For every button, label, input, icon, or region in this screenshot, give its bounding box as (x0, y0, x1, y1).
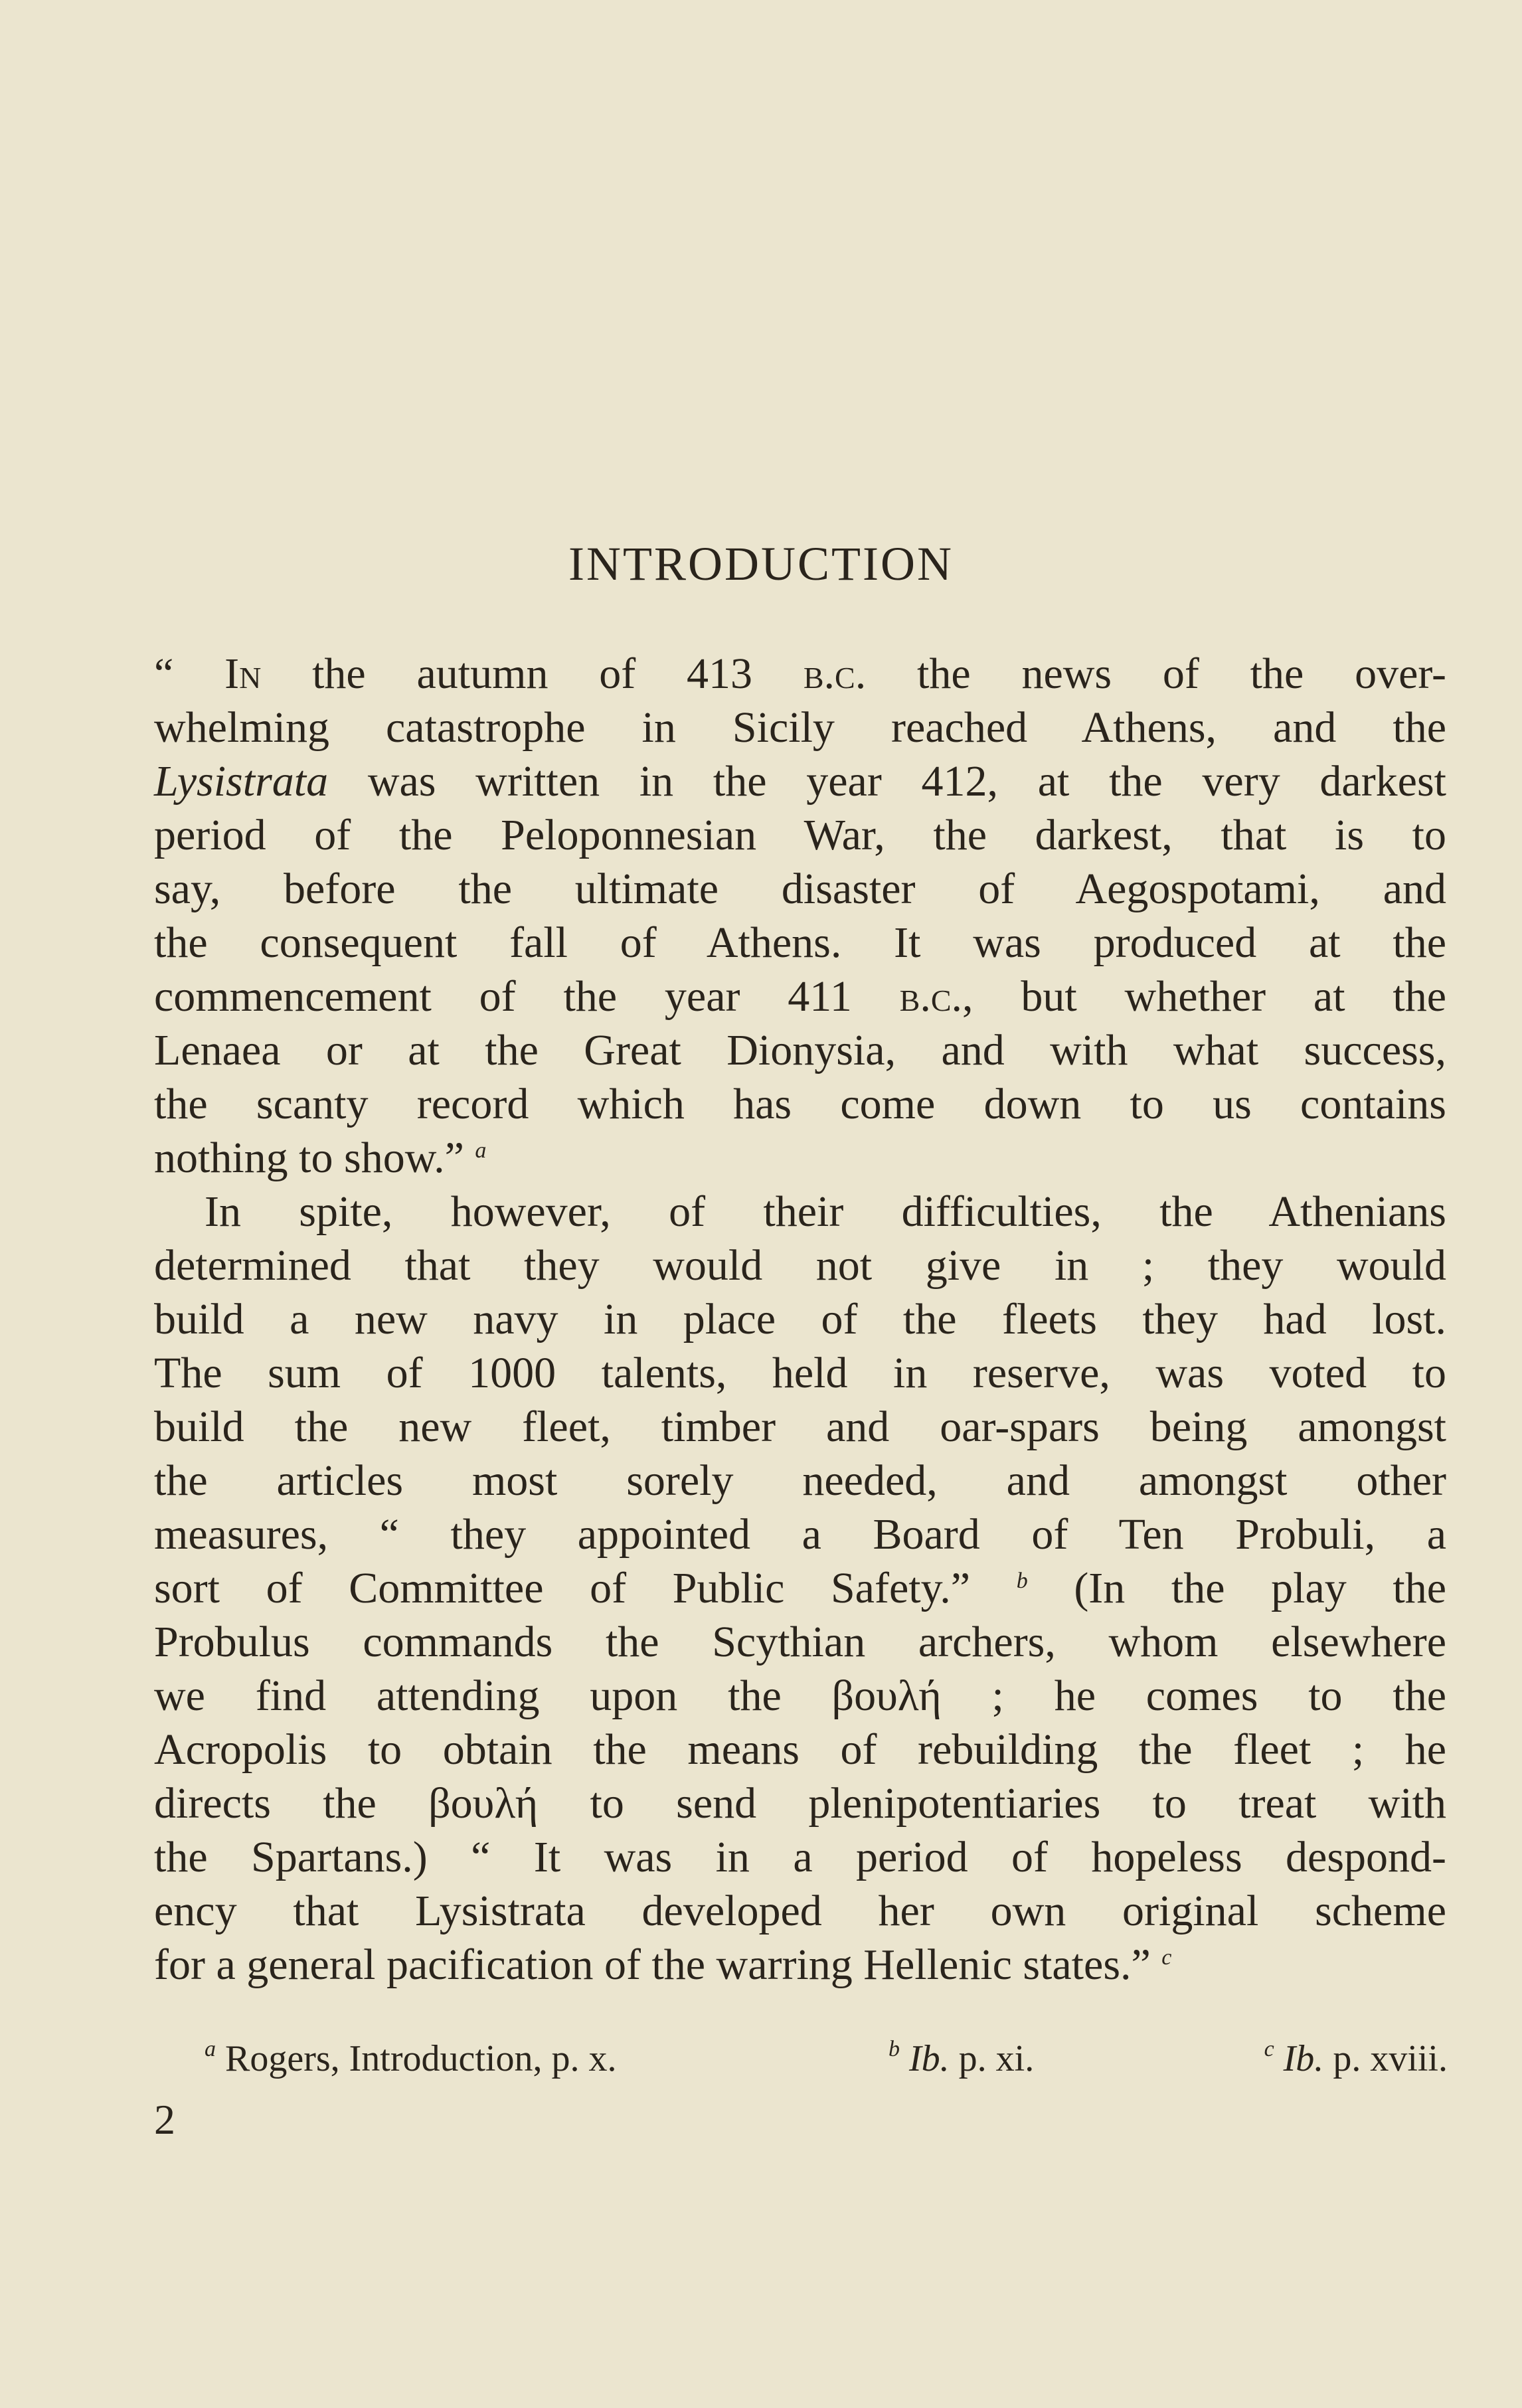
text-line: we find attending upon the βουλή ; he comes to the (154, 1672, 1446, 1720)
text-line: sort of Committee of Public Safety.” $^b$ (In the play the (154, 1564, 1446, 1612)
open-quote: “ (154, 649, 225, 698)
text-line: build the new fleet, timber and oar-spars being amongst (154, 1403, 1446, 1451)
text-line: In spite, however, of their difficulties, the Athenians (205, 1187, 1446, 1236)
text-line: the articles most sorely needed, and amongst other (154, 1456, 1446, 1505)
text-line: Probulus commands the Scythian archers, whom elsewhere (154, 1618, 1446, 1666)
footnote-a: $^a$ Rogers, Introduction, p. x. (205, 2037, 617, 2079)
text-line: measures, “ they appointed a Board of Ten Probuli, a (154, 1510, 1446, 1559)
footnote-ref: b (1016, 1569, 1028, 1593)
text-line: build a new navy in place of the fleets they had lost. (154, 1295, 1446, 1343)
text-line: directs the βουλή to send plenipotentiaries to treat with (154, 1779, 1446, 1828)
text-line: say, before the ultimate disaster of Aegospotami, and (154, 865, 1446, 913)
text-line: the Spartans.) “ It was in a period of hopeless despond- (154, 1833, 1446, 1881)
page-title: INTRODUCTION (568, 537, 954, 590)
text-line: “ In the autumn of 413 b.c. the news of the over- (154, 649, 1447, 698)
text-line: The sum of 1000 talents, held in reserve, was voted to (154, 1349, 1446, 1397)
text-line: nothing to show.” $^a$ (154, 1134, 487, 1182)
text-line: Acropolis to obtain the means of rebuilding the fleet ; he (154, 1725, 1446, 1774)
footnote-ref: a (475, 1138, 487, 1163)
text-line: for a general pacification of the warring Hellenic states.” $^c$ (154, 1940, 1172, 1989)
play-title: Lysistrata (154, 757, 329, 806)
text-line: Lenaea or at the Great Dionysia, and with what success, (154, 1026, 1446, 1075)
page-number: 2 (154, 2096, 175, 2143)
body-text (154, 647, 1446, 1992)
text-line: determined that they would not give in ; they would (154, 1241, 1446, 1290)
text-line: ency that Lysistrata developed her own original scheme (154, 1887, 1446, 1935)
footnote-ref: c (1161, 1945, 1172, 1970)
text-line: period of the Peloponnesian War, the darkest, that is to (154, 811, 1446, 859)
drop-word: In (224, 649, 262, 698)
text-line: the consequent fall of Athens. It was produced at the (154, 918, 1446, 967)
footnotes (205, 2032, 1448, 2085)
footnote-b: $^b$ Ib. p. xi. (888, 2037, 1035, 2079)
text-line: Lysistrata was written in the year 412, at the very darkest (154, 757, 1446, 806)
text-line: whelming catastrophe in Sicily reached Athens, and the (154, 703, 1446, 752)
footnote-c: $^c$ Ib. p. xviii. (1264, 2037, 1448, 2079)
text-line: the scanty record which has come down to us contains (154, 1080, 1446, 1128)
text-line: commencement of the year 411 b.c., but whether at the (154, 972, 1447, 1021)
